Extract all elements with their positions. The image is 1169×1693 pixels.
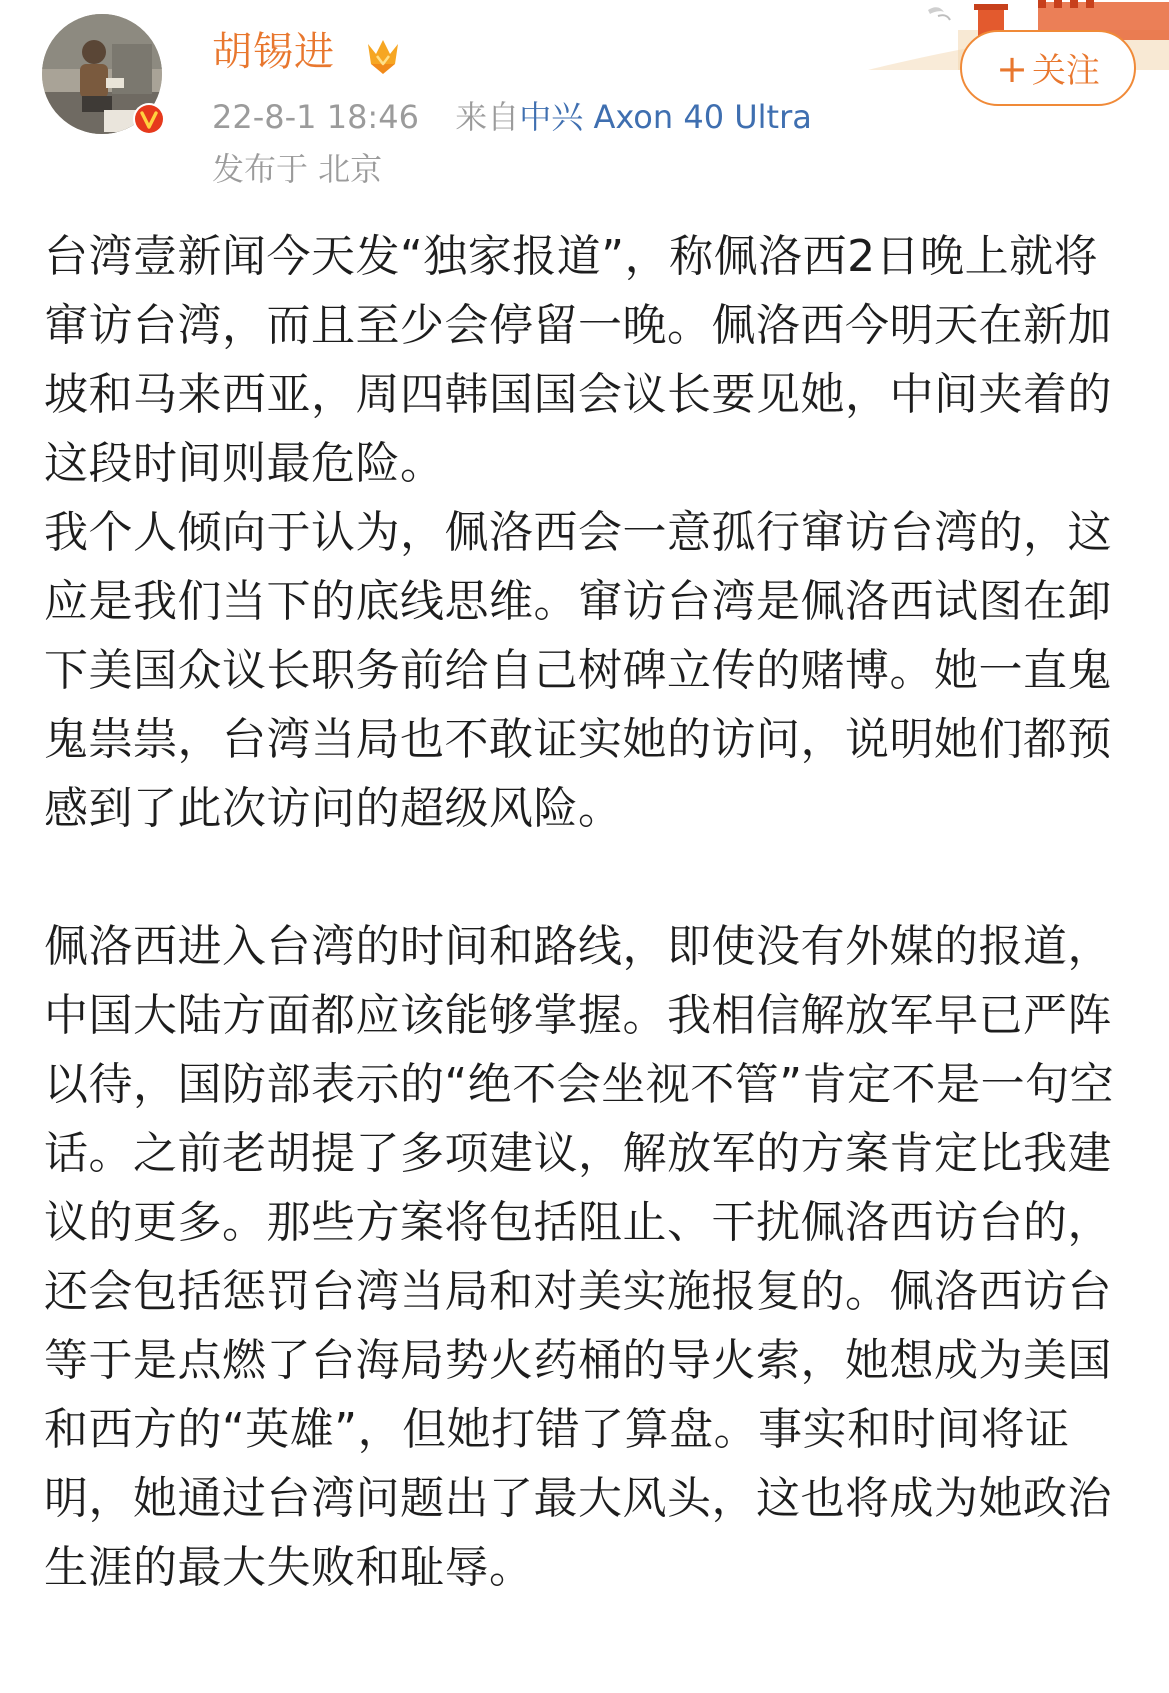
username[interactable]: 胡锡进 [212,29,335,75]
post-location: 发布于 北京 [212,150,383,188]
post-paragraph-2: 我个人倾向于认为，佩洛西会一意孤行窜访台湾的，这应是我们当下的底线思维。窜访台湾是佩洛西试图在卸下美国众议长职务前给自己树碑立传的赌博。她一直鬼鬼祟祟，台湾当局也不敢证实她的访问，说明她们都预感到了此次访问的超级风险。 [44,507,1112,834]
paragraph-spacer [44,843,1134,912]
vip-crown-icon [362,34,404,76]
post-paragraph-1: 台湾壹新闻今天发“独家报道”，称佩洛西2日晚上就将窜访台湾，而且至少会停留一晚。佩洛西今明天在新加坡和马来西亚，周四韩国国会议长要见她，中间夹着的这段时间则最危险。 [44,231,1112,489]
device-link[interactable]: 中兴 Axon 40 Ultra [519,98,812,136]
post-header [0,0,1169,200]
follow-button[interactable] [960,30,1136,106]
post-paragraph-3: 佩洛西进入台湾的时间和路线，即使没有外媒的报道，中国大陆方面都应该能够掌握。我相信解放军早已严阵以待，国防部表示的“绝不会坐视不管”肯定不是一句空话。之前老胡提了多项建议，解放军的方案肯定比我建议的更多。那些方案将包括阻止、干扰佩洛西访台的，还会包括惩罚台湾当局和对美实施报复的。佩洛西访台等于是点燃了台海局势火药桶的导火索，她想成为美国和西方的“英雄”，但她打错了算盘。事实和时间将证明，她通过台湾问题出了最大风头，这也将成为她政治生涯的最大失败和耻辱。 [44,921,1115,1593]
post-body [44,222,1134,1602]
follow-label: 关注 [1031,51,1100,91]
verified-badge-icon [132,102,166,136]
post-meta [212,96,812,138]
timestamp: 22-8-1 18:46 [212,98,419,136]
source-prefix: 来自 [455,98,520,136]
plus-icon: + [996,47,1028,91]
